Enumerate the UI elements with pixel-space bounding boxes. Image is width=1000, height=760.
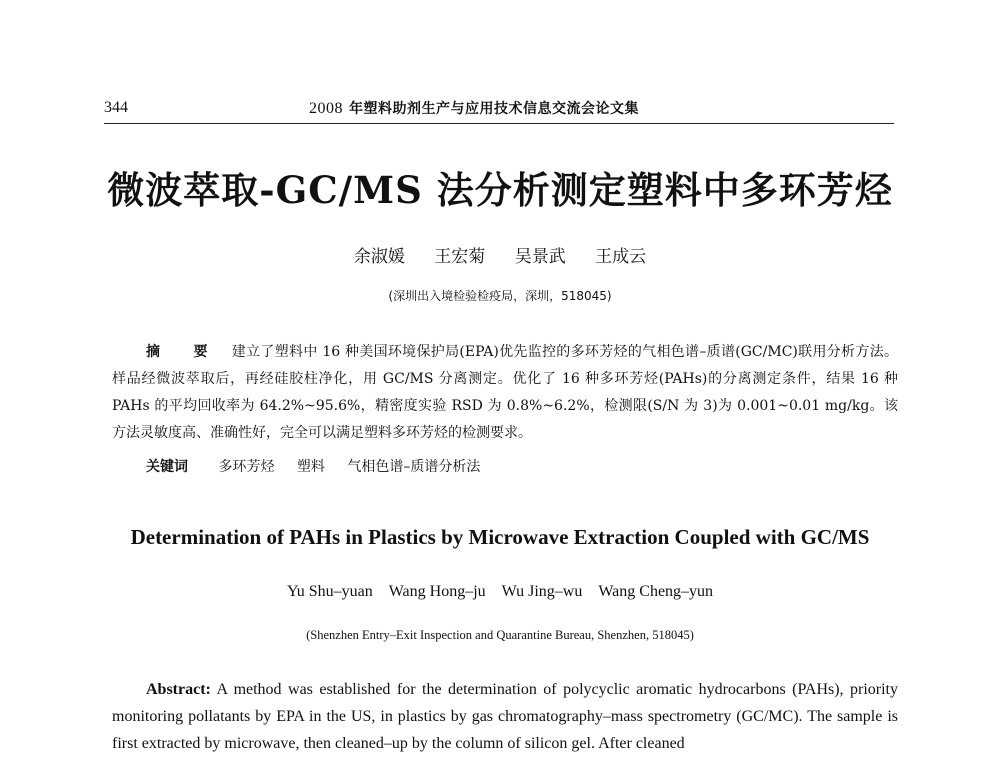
en-author-3: Wu Jing–wu [501, 583, 583, 600]
proceedings-title: 年塑料助剂生产与应用技术信息交流会论文集 [349, 101, 639, 117]
chinese-keywords [146, 456, 498, 476]
en-author-2: Wang Hong–ju [388, 583, 486, 600]
chinese-affiliation: (深圳出入境检验检疫局，深圳，518045) [388, 289, 612, 303]
english-affiliation: (Shenzhen Entry–Exit Inspection and Quarantine Bureau, Shenzhen, 518045) [306, 628, 694, 642]
english-authors [0, 583, 1000, 601]
cn-author-2: 王宏菊 [434, 247, 486, 267]
cn-keyword-2: 塑料 [296, 459, 325, 475]
running-head-title [309, 98, 639, 118]
cn-keyword-1: 多环芳烃 [218, 459, 275, 475]
page-number: 344 [104, 99, 128, 116]
header-rule [104, 123, 894, 124]
cn-author-1: 余淑媛 [353, 247, 405, 267]
cn-keyword-3: 气相色谱–质谱分析法 [347, 459, 481, 475]
cn-abstract-text: 建立了塑料中 16 种美国环境保护局(EPA)优先监控的多环芳烃的气相色谱–质谱(GC/MC)联用分析方法。样品经微波萃取后，再经硅胶柱净化，用 GC/MS 分离测定。优化了 16 种多环芳烃(PAHs)的分离测定条件，结果 16 种 PAHs 的平均回收率为 64.2%~95.6%，精密度实验 RSD 为 0.8%~6.2%，检测限(S/N 为 3)为 0.001~0.01 mg/kg。该方法灵敏度高、准确性好，完全可以满足塑料多环芳烃的检测要求。 [112, 344, 899, 441]
cn-keywords-label: 关键词 [146, 459, 188, 475]
running-header [104, 97, 894, 121]
chinese-title: 微波萃取-GC/MS 法分析测定塑料中多环芳烃 [107, 168, 893, 212]
cn-author-3: 吴景武 [514, 247, 566, 267]
en-author-4: Wang Cheng–yun [598, 583, 714, 600]
cn-author-4: 王成云 [595, 247, 647, 267]
proceedings-year: 2008 [309, 100, 343, 117]
cn-abstract-label: 摘 要 [146, 344, 222, 360]
chinese-authors [0, 242, 1000, 267]
chinese-abstract [112, 339, 898, 447]
en-abstract-text: A method was established for the determination of polycyclic aromatic hydrocarbons (PAHs), priority monitoring pollatants by EPA in the US, in plastics by gas chromatography–mass spectrometry (GC/MC). The sample is first extracted by microwave, then cleaned–up by the column of silicon gel. After cleaned [112, 681, 898, 752]
english-abstract [112, 676, 898, 757]
en-author-1: Yu Shu–yuan [286, 583, 373, 600]
en-abstract-label: Abstract: [146, 681, 211, 698]
english-title: Determination of PAHs in Plastics by Microwave Extraction Coupled with GC/MS [130, 525, 870, 549]
